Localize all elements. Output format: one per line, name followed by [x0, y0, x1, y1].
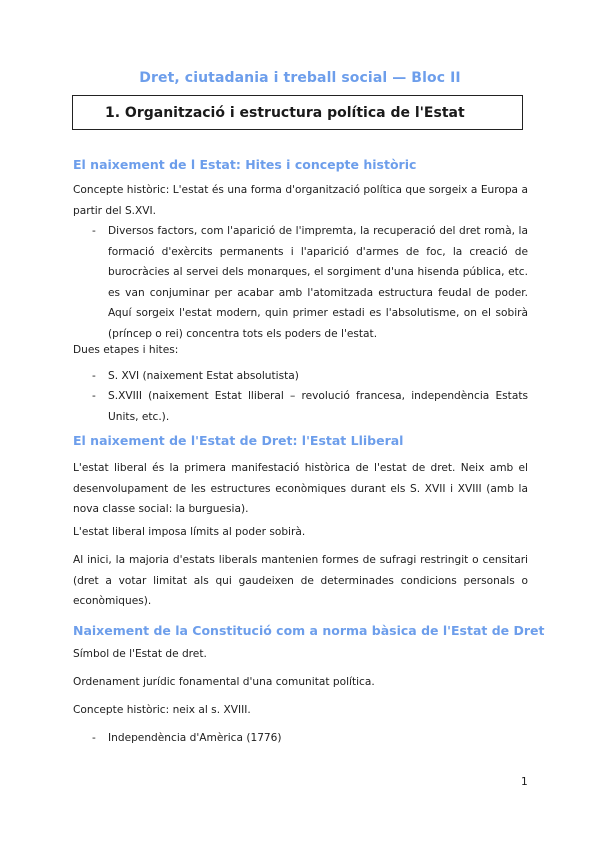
paragraph-limits: L'estat liberal imposa límits al poder sobirà. [73, 526, 306, 538]
paragraph-ordenament: Ordenament jurídic fonamental d'una comunitat política. [73, 676, 375, 688]
paragraph-concepte-segle: Concepte històric: neix al s. XVIII. [73, 704, 251, 716]
bullet-marker: - [92, 732, 96, 744]
paragraph-concepte-historic: Concepte històric: L'estat és una forma d'organització política que sorgeix a Europa a partir del S.XVI. [73, 184, 528, 217]
paragraph-simbol: Símbol de l'Estat de dret. [73, 648, 207, 660]
paragraph-etapes: Dues etapes i hites: [73, 344, 179, 356]
section-heading-estat: El naixement de l Estat: Hites i concepte històric [73, 157, 417, 172]
bullet-marker: - [92, 390, 96, 402]
bullet-segle-xviii: S.XVIII (naixement Estat lliberal – revolució francesa, independència Estats Units, etc.). [108, 390, 528, 423]
paragraph-sufragi: Al inici, la majoria d'estats liberals mantenien formes de sufragi restringit o censitari (dret a votar limitat als qui gaudeixen de determinades condicions personals o econòmiques). [73, 554, 528, 607]
bullet-independencia: Independència d'Amèrica (1776) [108, 732, 282, 744]
section-heading-constitucio: Naixement de la Constitució com a norma bàsica de l'Estat de Dret [73, 623, 545, 638]
bullet-marker: - [92, 370, 96, 382]
paragraph-estat-liberal: L'estat liberal és la primera manifestació històrica de l'estat de dret. Neix amb el desenvolupament de les estructures econòmiques durant els S. XVII i XVIII (amb la nova classe social: la burguesia). [73, 462, 528, 515]
section-title: 1. Organització i estructura política de l'Estat [105, 105, 465, 121]
bullet-segle-xvi: S. XVI (naixement Estat absolutista) [108, 370, 299, 382]
page-number: 1 [521, 776, 528, 788]
document-title: Dret, ciutadania i treball social — Bloc II [139, 70, 461, 86]
bullet-factors: Diversos factors, com l'aparició de l'impremta, la recuperació del dret romà, la formació d'exèrcits permanents i l'aparició d'armes de foc, la creació de burocràcies al servei dels monarques, el sorgiment d'una hisenda pública, etc. es van conjuminar per acabar amb l'atomitzada estructura feudal de poder. Aquí sorgeix l'estat modern, quin primer estadi es l'absolutisme, on el sobirà (príncep o rei) concentra tots els poders de l'estat. [108, 225, 528, 340]
bullet-marker: - [92, 225, 96, 237]
section-heading-estat-dret: El naixement de l'Estat de Dret: l'Estat Lliberal [73, 433, 404, 448]
section-title-box [72, 95, 523, 130]
